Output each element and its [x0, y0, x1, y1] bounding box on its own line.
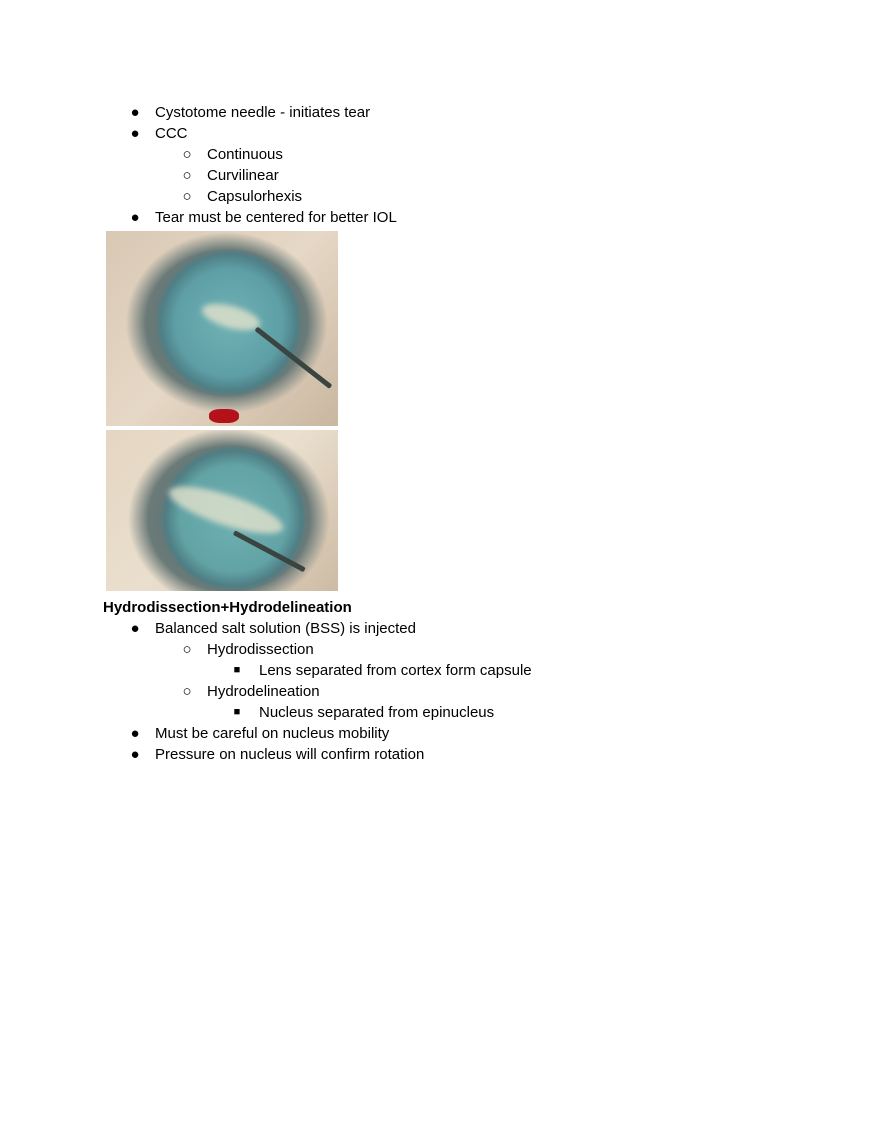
bullet-icon: ● — [130, 209, 140, 226]
list-item-text: Nucleus separated from epinucleus — [259, 704, 495, 721]
list-item-text: Lens separated from cortex form capsule — [259, 662, 532, 679]
bullet-icon: ● — [130, 725, 140, 742]
list-item-text: Continuous — [207, 146, 283, 163]
bullet-icon: ● — [130, 104, 140, 121]
list-item-text: Capsulorhexis — [207, 188, 303, 205]
capsulorhexis-photo-2 — [106, 430, 338, 591]
list-item-text: Must be careful on nucleus mobility — [155, 725, 390, 742]
circle-bullet-icon: ○ — [182, 167, 192, 184]
section-heading: Hydrodissection+Hydrodelineation — [103, 599, 352, 616]
list-item-text: CCC — [155, 125, 188, 142]
list-item-text: Balanced salt solution (BSS) is injected — [155, 620, 416, 637]
square-bullet-icon: ■ — [233, 664, 241, 676]
circle-bullet-icon: ○ — [182, 146, 192, 163]
list-item-text: Cystotome needle - initiates tear — [155, 104, 371, 121]
list-item-text: Tear must be centered for better IOL — [155, 209, 397, 226]
circle-bullet-icon: ○ — [182, 188, 192, 205]
square-bullet-icon: ■ — [233, 706, 241, 718]
list-item-text: Hydrodissection — [207, 641, 314, 658]
bullet-icon: ● — [130, 620, 140, 637]
circle-bullet-icon: ○ — [182, 683, 192, 700]
bullet-icon: ● — [130, 125, 140, 142]
list-item-text: Hydrodelineation — [207, 683, 320, 700]
list-item-text: Pressure on nucleus will confirm rotation — [155, 746, 425, 763]
capsulorhexis-photo-1 — [106, 231, 338, 426]
list-item-text: Curvilinear — [207, 167, 279, 184]
circle-bullet-icon: ○ — [182, 641, 192, 658]
bullet-icon: ● — [130, 746, 140, 763]
